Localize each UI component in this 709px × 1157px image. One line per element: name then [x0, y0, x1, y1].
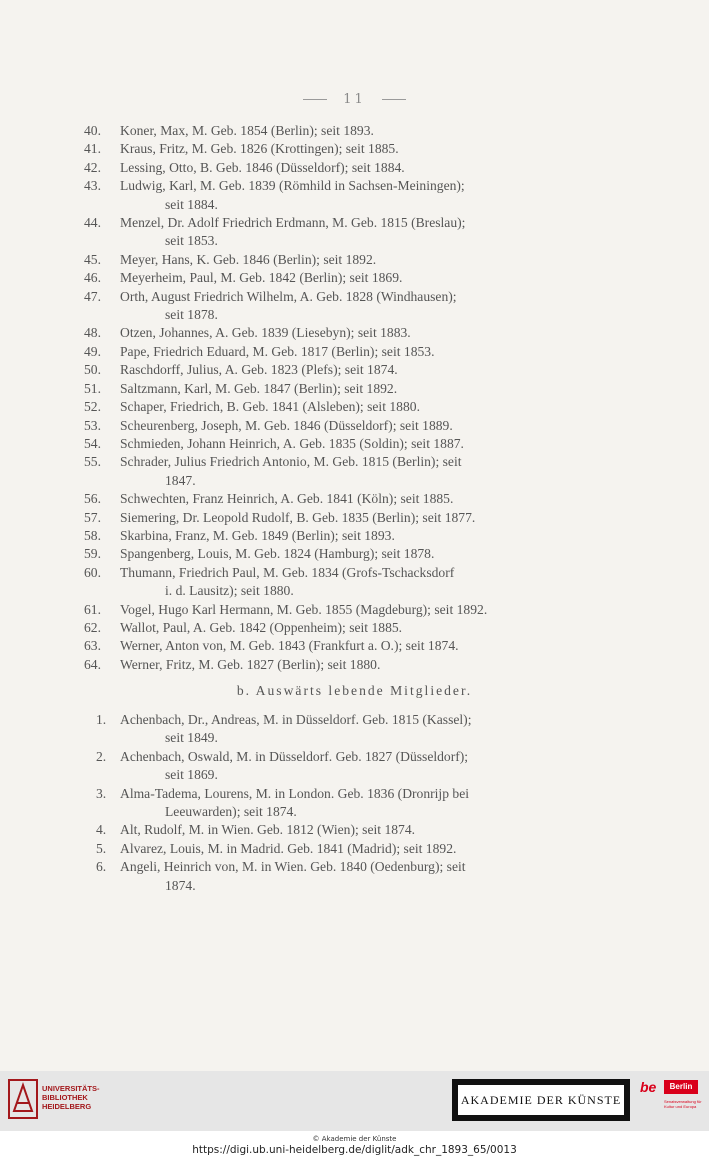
list-item — [0, 361, 709, 379]
entry-text: Vogel, Hugo Karl Hermann, M. Geb. 1855 (Magdeburg); seit 1892. — [120, 601, 488, 617]
entry-text: Schrader, Julius Friedrich Antonio, M. Geb. 1815 (Berlin); seit — [120, 454, 462, 470]
berlin-be-mark: be — [640, 1079, 657, 1095]
entry-continuation: seit 1878. — [165, 307, 218, 323]
entry-number: 4. — [96, 822, 107, 838]
entry-text: Menzel, Dr. Adolf Friedrich Erdmann, M. Geb. 1815 (Breslau); — [120, 215, 466, 231]
entry-number: 49. — [84, 343, 101, 359]
entry-text: Achenbach, Dr., Andreas, M. in Düsseldorf. Geb. 1815 (Kassel); — [120, 712, 472, 727]
list-item — [0, 858, 709, 895]
list-item — [0, 269, 709, 287]
entry-text: Ludwig, Karl, M. Geb. 1839 (Römhild in Sachsen-Meiningen); — [120, 178, 465, 194]
entry-number: 44. — [84, 215, 101, 231]
entry-number: 50. — [84, 362, 101, 378]
uni-name-line: BIBLIOTHEK — [42, 1093, 88, 1102]
entry-number: 46. — [84, 270, 101, 286]
entry-number: 64. — [84, 656, 101, 672]
entry-continuation: 1874. — [165, 877, 196, 893]
entry-text: Raschdorff, Julius, A. Geb. 1823 (Plefs); seit 1874. — [120, 362, 398, 378]
list-item — [0, 435, 709, 453]
footer-logo-band — [0, 1071, 709, 1131]
berlin-senate-logo[interactable] — [640, 1079, 702, 1123]
entry-text: Alt, Rudolf, M. in Wien. Geb. 1812 (Wien); seit 1874. — [120, 822, 416, 838]
list-item — [0, 601, 709, 619]
list-item — [0, 288, 709, 325]
list-item — [0, 637, 709, 655]
viewer-footer — [0, 1071, 709, 1157]
entry-text: Meyer, Hans, K. Geb. 1846 (Berlin); seit 1892. — [120, 251, 377, 267]
header-dash-left — [303, 99, 327, 100]
entry-text: Spangenberg, Louis, M. Geb. 1824 (Hamburg); seit 1878. — [120, 546, 435, 562]
uni-name-line: HEIDELBERG — [42, 1102, 92, 1111]
entry-text: Orth, August Friedrich Wilhelm, A. Geb. 1828 (Windhausen); — [120, 288, 457, 304]
university-seal-icon[interactable] — [8, 1079, 38, 1119]
entry-number: 63. — [84, 638, 101, 654]
entry-continuation: seit 1853. — [165, 233, 218, 249]
list-item — [0, 545, 709, 563]
entry-number: 52. — [84, 399, 101, 415]
entry-number: 59. — [84, 546, 101, 562]
list-item — [0, 380, 709, 398]
entry-continuation: i. d. Lausitz); seit 1880. — [165, 583, 294, 599]
entry-text: Werner, Fritz, M. Geb. 1827 (Berlin); seit 1880. — [120, 656, 381, 672]
entry-text: Schaper, Friedrich, B. Geb. 1841 (Alsleben); seit 1880. — [120, 399, 420, 415]
entry-text: Saltzmann, Karl, M. Geb. 1847 (Berlin); seit 1892. — [120, 380, 398, 396]
permalink-url[interactable]: https://digi.ub.uni-heidelberg.de/diglit/adk_chr_1893_65/0013 — [192, 1144, 517, 1156]
section-b-title: b. Auswärts lebende Mitglieder. — [236, 683, 473, 698]
entry-number: 3. — [96, 785, 107, 801]
entry-text: Siemering, Dr. Leopold Rudolf, B. Geb. 1835 (Berlin); seit 1877. — [120, 509, 476, 525]
akademie-logo-text: AKADEMIE DER KÜNSTE — [458, 1085, 624, 1115]
entry-text: Pape, Friedrich Eduard, M. Geb. 1817 (Berlin); seit 1853. — [120, 343, 435, 359]
entry-text: Skarbina, Franz, M. Geb. 1849 (Berlin); seit 1893. — [120, 527, 395, 543]
entry-continuation: seit 1869. — [165, 767, 218, 783]
entry-text: Wallot, Paul, A. Geb. 1842 (Oppenheim); seit 1885. — [120, 619, 403, 635]
entry-continuation: 1847. — [165, 472, 196, 488]
entry-text: Alvarez, Louis, M. in Madrid. Geb. 1841 (Madrid); seit 1892. — [120, 840, 457, 856]
entry-continuation: seit 1849. — [165, 730, 218, 746]
list-item — [0, 619, 709, 637]
page-header — [0, 92, 709, 107]
berlin-label: Berlin — [664, 1080, 698, 1094]
entry-number: 53. — [84, 417, 101, 433]
entry-number: 5. — [96, 840, 107, 856]
entry-text: Thumann, Friedrich Paul, M. Geb. 1834 (Grofs-Tschacksdorf — [120, 564, 455, 580]
entry-number: 1. — [96, 712, 107, 727]
list-item — [0, 177, 709, 214]
list-item — [0, 564, 709, 601]
entry-number: 41. — [84, 141, 101, 157]
member-list-abroad — [0, 711, 709, 895]
entry-number: 60. — [84, 564, 101, 580]
entry-text: Schwechten, Franz Heinrich, A. Geb. 1841 (Köln); seit 1885. — [120, 491, 454, 507]
member-list-local — [0, 122, 709, 674]
entry-text: Kraus, Fritz, M. Geb. 1826 (Krottingen); seit 1885. — [120, 141, 399, 157]
entry-number: 47. — [84, 288, 101, 304]
list-item — [0, 821, 709, 839]
list-item — [0, 711, 709, 748]
entry-text: Schmieden, Johann Heinrich, A. Geb. 1835 (Soldin); seit 1887. — [120, 435, 464, 451]
list-item — [0, 324, 709, 342]
entry-text: Lessing, Otto, B. Geb. 1846 (Düsseldorf); seit 1884. — [120, 159, 405, 175]
entry-number: 54. — [84, 435, 101, 451]
entry-number: 40. — [84, 123, 101, 138]
list-item — [0, 159, 709, 177]
entry-text: Alma-Tadema, Lourens, M. in London. Geb. 1836 (Dronrijp bei — [120, 785, 470, 801]
entry-continuation: Leeuwarden); seit 1874. — [165, 804, 297, 820]
entry-number: 6. — [96, 859, 107, 875]
list-item — [0, 656, 709, 674]
list-item — [0, 140, 709, 158]
entry-number: 62. — [84, 619, 101, 635]
list-item — [0, 748, 709, 785]
entry-text: Otzen, Johannes, A. Geb. 1839 (Liesebyn); seit 1883. — [120, 325, 411, 341]
entry-number: 55. — [84, 454, 101, 470]
university-library-label[interactable] — [42, 1084, 100, 1111]
list-item — [0, 214, 709, 251]
entry-number: 42. — [84, 159, 101, 175]
list-item — [0, 251, 709, 269]
entry-number: 43. — [84, 178, 101, 194]
list-item — [0, 785, 709, 822]
entry-number: 45. — [84, 251, 101, 267]
page-number: 11 — [343, 92, 366, 107]
entry-text: Koner, Max, M. Geb. 1854 (Berlin); seit 1893. — [120, 123, 374, 138]
list-item — [0, 417, 709, 435]
list-item — [0, 509, 709, 527]
copyright-notice: © Akademie der Künste — [312, 1135, 397, 1143]
entry-continuation: seit 1884. — [165, 196, 218, 212]
entry-text: Werner, Anton von, M. Geb. 1843 (Frankfurt a. O.); seit 1874. — [120, 638, 459, 654]
header-dash-right — [382, 99, 406, 100]
entry-number: 58. — [84, 527, 101, 543]
list-item — [0, 398, 709, 416]
list-item — [0, 453, 709, 490]
uni-name-line: UNIVERSITÄTS- — [42, 1084, 100, 1093]
berlin-sub-label: Senatsverwaltung für Kultur und Europa — [664, 1099, 702, 1109]
entry-number: 2. — [96, 748, 107, 764]
entry-number: 56. — [84, 491, 101, 507]
list-item — [0, 840, 709, 858]
list-item — [0, 490, 709, 508]
entry-number: 61. — [84, 601, 101, 617]
entry-number: 51. — [84, 380, 101, 396]
list-item — [0, 343, 709, 361]
list-item — [0, 122, 709, 140]
list-item — [0, 527, 709, 545]
akademie-logo[interactable] — [452, 1079, 630, 1121]
entry-number: 48. — [84, 325, 101, 341]
entry-text: Scheurenberg, Joseph, M. Geb. 1846 (Düsseldorf); seit 1889. — [120, 417, 453, 433]
entry-text: Achenbach, Oswald, M. in Düsseldorf. Geb. 1827 (Düsseldorf); — [120, 748, 469, 764]
entry-number: 57. — [84, 509, 101, 525]
entry-text: Meyerheim, Paul, M. Geb. 1842 (Berlin); seit 1869. — [120, 270, 403, 286]
entry-text: Angeli, Heinrich von, M. in Wien. Geb. 1840 (Oedenburg); seit — [120, 859, 466, 875]
